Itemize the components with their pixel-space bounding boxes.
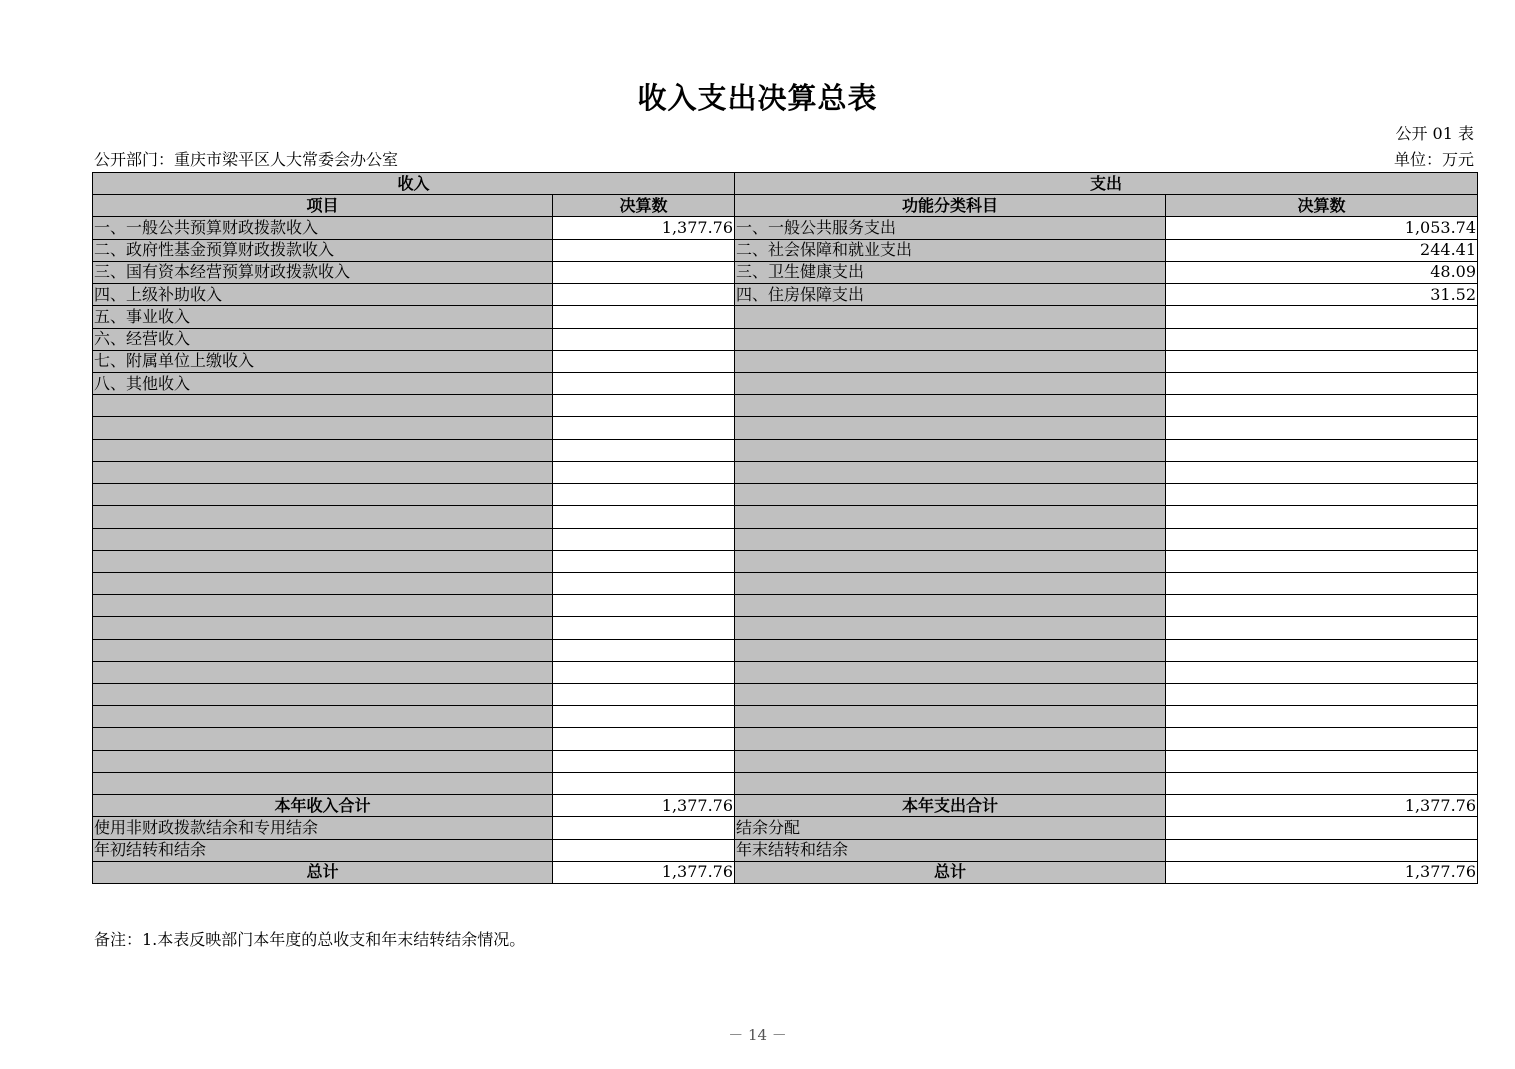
table-row <box>93 372 1478 394</box>
year-expense-total-value: 1,377.76 <box>1166 795 1478 817</box>
income-amount-cell <box>553 572 735 594</box>
expense-amount-cell <box>1166 750 1478 772</box>
income-item-cell: 三、国有资本经营预算财政拨款收入 <box>93 261 553 283</box>
expense-amount-cell: 244.41 <box>1166 239 1478 261</box>
year-income-total-value: 1,377.76 <box>553 795 735 817</box>
income-item-cell: 一、一般公共预算财政拨款收入 <box>93 217 553 239</box>
table-row <box>93 284 1478 306</box>
table-row <box>93 306 1478 328</box>
expense-item-cell <box>735 506 1166 528</box>
income-item-cell <box>93 550 553 572</box>
income-amount-cell: 1,377.76 <box>553 217 735 239</box>
table-row <box>93 772 1478 794</box>
department-label: 公开部门：重庆市梁平区人大常委会办公室 <box>94 150 399 169</box>
expense-amount-cell <box>1166 661 1478 683</box>
expense-item-cell <box>735 328 1166 350</box>
expense-amount-cell: 31.52 <box>1166 284 1478 306</box>
expense-amount-cell <box>1166 328 1478 350</box>
expense-amount-cell <box>1166 728 1478 750</box>
table-row <box>93 261 1478 283</box>
expense-amount-cell <box>1166 417 1478 439</box>
table-row <box>93 617 1478 639</box>
income-amount-cell <box>553 506 735 528</box>
table-row <box>93 706 1478 728</box>
income-amount-cell <box>553 328 735 350</box>
income-amount-cell <box>553 439 735 461</box>
year-income-total-label: 本年收入合计 <box>93 795 553 817</box>
expense-amount-cell: 1,053.74 <box>1166 217 1478 239</box>
expense-section-header: 支出 <box>735 173 1478 195</box>
income-item-cell <box>93 684 553 706</box>
income-amount-cell <box>553 239 735 261</box>
table-body <box>93 217 1478 795</box>
income-item-cell: 八、其他收入 <box>93 372 553 394</box>
income-item-cell <box>93 417 553 439</box>
income-item-cell: 六、经营收入 <box>93 328 553 350</box>
expense-item-cell <box>735 417 1166 439</box>
beginning-balance-value <box>553 839 735 861</box>
income-amount-cell <box>553 772 735 794</box>
income-amount-cell <box>553 661 735 683</box>
expense-item-cell: 四、住房保障支出 <box>735 284 1166 306</box>
income-amount-cell <box>553 728 735 750</box>
ending-balance-label: 年末结转和结余 <box>735 839 1166 861</box>
income-item-cell <box>93 750 553 772</box>
unit-label: 单位：万元 <box>1393 150 1474 169</box>
income-amount-cell <box>553 750 735 772</box>
expense-amount-cell <box>1166 395 1478 417</box>
grand-total-income-value: 1,377.76 <box>553 861 735 883</box>
expense-item-cell <box>735 350 1166 372</box>
income-amount-cell <box>553 617 735 639</box>
expense-item-cell <box>735 395 1166 417</box>
grand-total-expense-value: 1,377.76 <box>1166 861 1478 883</box>
income-item-cell <box>93 528 553 550</box>
expense-amount-cell <box>1166 706 1478 728</box>
income-amount-cell <box>553 461 735 483</box>
income-amount-cell <box>553 484 735 506</box>
income-amount-cell <box>553 284 735 306</box>
income-amount-cell <box>553 684 735 706</box>
expense-item-cell <box>735 772 1166 794</box>
income-item-cell <box>93 728 553 750</box>
table-row <box>93 595 1478 617</box>
income-item-cell: 四、上级补助收入 <box>93 284 553 306</box>
expense-item-cell: 二、社会保障和就业支出 <box>735 239 1166 261</box>
page-title: 收入支出决算总表 <box>637 81 878 115</box>
income-amount-cell <box>553 306 735 328</box>
table-row <box>93 661 1478 683</box>
income-item-cell <box>93 395 553 417</box>
income-item-cell <box>93 484 553 506</box>
expense-amount-cell <box>1166 572 1478 594</box>
expense-amount-cell <box>1166 350 1478 372</box>
surplus-distribution-value <box>1166 817 1478 839</box>
grand-total-expense-label: 总计 <box>735 861 1166 883</box>
item-column-header: 项目 <box>93 195 553 217</box>
income-item-cell <box>93 706 553 728</box>
table-row <box>93 328 1478 350</box>
expense-item-cell <box>735 484 1166 506</box>
table-row <box>93 572 1478 594</box>
income-amount-column-header: 决算数 <box>553 195 735 217</box>
table-row <box>93 239 1478 261</box>
expense-amount-cell <box>1166 684 1478 706</box>
income-amount-cell <box>553 395 735 417</box>
table-row <box>93 550 1478 572</box>
footnote: 备注：1.本表反映部门本年度的总收支和年末结转结余情况。 <box>94 930 526 949</box>
non-fiscal-surplus-label: 使用非财政拨款结余和专用结余 <box>93 817 553 839</box>
expense-amount-cell <box>1166 639 1478 661</box>
expense-amount-cell <box>1166 506 1478 528</box>
expense-item-cell <box>735 750 1166 772</box>
expense-amount-cell <box>1166 617 1478 639</box>
table-row <box>93 728 1478 750</box>
expense-amount-cell <box>1166 550 1478 572</box>
income-item-cell <box>93 661 553 683</box>
income-amount-cell <box>553 417 735 439</box>
table-row <box>93 350 1478 372</box>
table-row <box>93 217 1478 239</box>
expense-item-cell <box>735 639 1166 661</box>
surplus-distribution-label: 结余分配 <box>735 817 1166 839</box>
table-row <box>93 639 1478 661</box>
income-item-cell <box>93 572 553 594</box>
expense-amount-cell <box>1166 528 1478 550</box>
category-column-header: 功能分类科目 <box>735 195 1166 217</box>
expense-item-cell <box>735 572 1166 594</box>
income-item-cell: 五、事业收入 <box>93 306 553 328</box>
beginning-balance-label: 年初结转和结余 <box>93 839 553 861</box>
income-item-cell <box>93 617 553 639</box>
page-number: － 14 － <box>728 1026 787 1044</box>
expense-item-cell <box>735 595 1166 617</box>
expense-item-cell: 三、卫生健康支出 <box>735 261 1166 283</box>
expense-amount-cell <box>1166 595 1478 617</box>
income-amount-cell <box>553 706 735 728</box>
non-fiscal-surplus-value <box>553 817 735 839</box>
table-row <box>93 439 1478 461</box>
table-row <box>93 528 1478 550</box>
table-row <box>93 684 1478 706</box>
income-amount-cell <box>553 639 735 661</box>
year-expense-total-label: 本年支出合计 <box>735 795 1166 817</box>
expense-amount-cell <box>1166 372 1478 394</box>
income-item-cell <box>93 461 553 483</box>
income-amount-cell <box>553 261 735 283</box>
expense-item-cell <box>735 439 1166 461</box>
table-row <box>93 750 1478 772</box>
expense-amount-cell <box>1166 484 1478 506</box>
expense-item-cell <box>735 528 1166 550</box>
expense-item-cell <box>735 550 1166 572</box>
income-section-header: 收入 <box>93 173 735 195</box>
income-item-cell: 二、政府性基金预算财政拨款收入 <box>93 239 553 261</box>
income-item-cell <box>93 439 553 461</box>
income-amount-cell <box>553 372 735 394</box>
grand-total-income-label: 总计 <box>93 861 553 883</box>
income-item-cell <box>93 595 553 617</box>
income-expense-table <box>92 172 1478 884</box>
ending-balance-value <box>1166 839 1478 861</box>
table-row <box>93 395 1478 417</box>
form-number: 公开 01 表 <box>1395 124 1474 143</box>
expense-item-cell <box>735 617 1166 639</box>
expense-amount-column-header: 决算数 <box>1166 195 1478 217</box>
income-item-cell <box>93 772 553 794</box>
income-amount-cell <box>553 528 735 550</box>
expense-amount-cell <box>1166 461 1478 483</box>
table-row <box>93 417 1478 439</box>
expense-amount-cell <box>1166 772 1478 794</box>
expense-amount-cell <box>1166 306 1478 328</box>
expense-item-cell <box>735 306 1166 328</box>
expense-item-cell <box>735 372 1166 394</box>
expense-item-cell <box>735 706 1166 728</box>
expense-item-cell: 一、一般公共服务支出 <box>735 217 1166 239</box>
table-row <box>93 506 1478 528</box>
income-amount-cell <box>553 595 735 617</box>
expense-item-cell <box>735 684 1166 706</box>
expense-amount-cell: 48.09 <box>1166 261 1478 283</box>
income-item-cell: 七、附属单位上缴收入 <box>93 350 553 372</box>
expense-item-cell <box>735 728 1166 750</box>
income-amount-cell <box>553 550 735 572</box>
table-row <box>93 461 1478 483</box>
income-item-cell <box>93 506 553 528</box>
income-amount-cell <box>553 350 735 372</box>
table-row <box>93 484 1478 506</box>
expense-amount-cell <box>1166 439 1478 461</box>
expense-item-cell <box>735 661 1166 683</box>
expense-item-cell <box>735 461 1166 483</box>
income-item-cell <box>93 639 553 661</box>
